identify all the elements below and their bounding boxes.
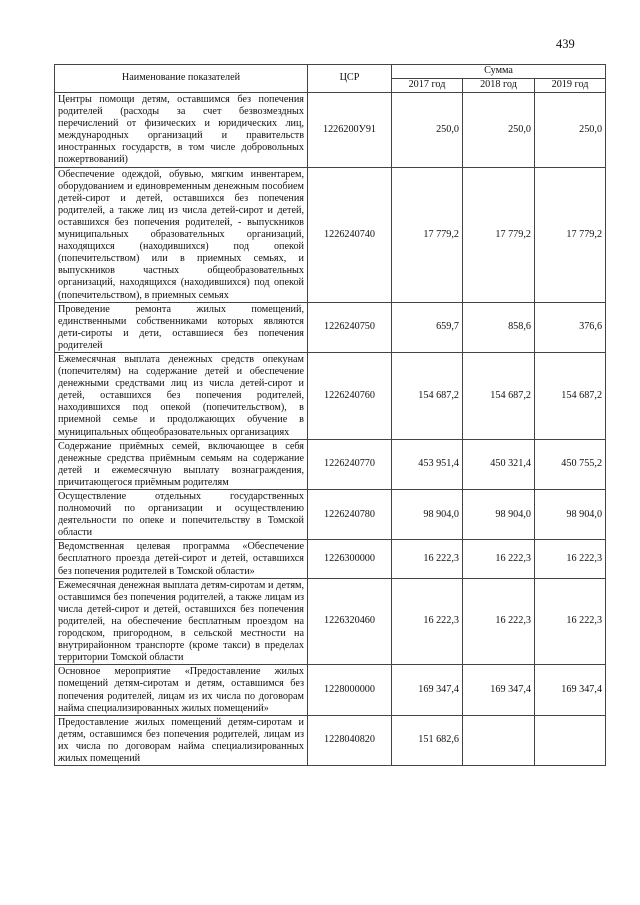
row-code: 1228000000 (308, 665, 392, 715)
row-2017: 169 347,4 (392, 665, 463, 715)
header-year-2017: 2017 год (392, 79, 463, 93)
row-code: 1226240740 (308, 167, 392, 302)
table-row (55, 665, 606, 715)
header-name: Наименование показателей (55, 65, 308, 93)
row-code: 1226240780 (308, 490, 392, 540)
row-2019 (535, 715, 606, 765)
row-2017: 151 682,6 (392, 715, 463, 765)
page-number: 439 (556, 37, 575, 51)
row-2018: 98 904,0 (463, 490, 535, 540)
row-name: Ежемесячная денежная выплата детям-сиротам и детям, оставшимся без попечения родителей, а также лицам из числа детей-сирот и детей, оставшихся без попечения родителей, на обеспечение бесплатным проездом на городском, пригородном, в сельской местности на внутрирайонном транспорте (кроме такси) в пределах территории Томской области (55, 578, 308, 665)
row-2019: 450 755,2 (535, 439, 606, 489)
row-name: Ведомственная целевая программа «Обеспечение бесплатного проезда детей-сирот и детей, оставшихся без попечения родителей в Томской области» (55, 540, 308, 578)
table-row (55, 93, 606, 168)
row-2017: 98 904,0 (392, 490, 463, 540)
row-2019: 250,0 (535, 93, 606, 168)
row-name: Центры помощи детям, оставшимся без попечения родителей (расходы за счет безвозмездных перечислений от физических и юридических лиц, международных организаций и правительств иностранных государств, в том числе добровольных пожертвований) (55, 93, 308, 168)
row-2019: 16 222,3 (535, 540, 606, 578)
row-2018: 450 321,4 (463, 439, 535, 489)
table-row (55, 352, 606, 439)
table-row (55, 540, 606, 578)
row-2019: 98 904,0 (535, 490, 606, 540)
header-sum: Сумма (392, 65, 606, 79)
row-2019: 16 222,3 (535, 578, 606, 665)
header-year-2018: 2018 год (463, 79, 535, 93)
row-name: Обеспечение одеждой, обувью, мягким инвентарем, оборудованием и единовременным денежным пособием детей-сирот и детей, оставшихся без попечения родителей, а также лиц из числа детей-сирот и детей, оставшихся без попечения родителей, - выпускников муниципальных образовательных организаций, находящихся (находившихся) под опекой (попечительством) или в приемных семьях, и выпускников частных общеобразовательных организаций, находящихся (находившихся) под опекой (попечительством), в приемных семьях (55, 167, 308, 302)
row-name: Предоставление жилых помещений детям-сиротам и детям, оставшимся без попечения родителей, лицам из их числа по договорам найма специализированных жилых помещений (55, 715, 308, 765)
row-2018: 858,6 (463, 302, 535, 352)
row-code: 1226320460 (308, 578, 392, 665)
row-code: 1226240770 (308, 439, 392, 489)
row-2017: 453 951,4 (392, 439, 463, 489)
row-name: Основное мероприятие «Предоставление жилых помещений детям-сиротам и детям, оставшимся без попечения родителей, лицам из их числа по договорам найма специализированных жилых помещений» (55, 665, 308, 715)
table-row (55, 578, 606, 665)
row-2018: 16 222,3 (463, 578, 535, 665)
row-name: Проведение ремонта жилых помещений, единственными собственниками которых являются дети-сироты и дети, оставшиеся без попечения родителей (55, 302, 308, 352)
row-2018: 16 222,3 (463, 540, 535, 578)
row-name: Осуществление отдельных государственных полномочий по организации и осуществлению деятельности по опеке и попечительству в Томской области (55, 490, 308, 540)
table-row (55, 167, 606, 302)
row-code: 1228040820 (308, 715, 392, 765)
row-2017: 16 222,3 (392, 578, 463, 665)
header-year-2019: 2019 год (535, 79, 606, 93)
row-2019: 169 347,4 (535, 665, 606, 715)
row-name: Ежемесячная выплата денежных средств опекунам (попечителям) на содержание детей и обеспечение денежными средствами лиц из числа детей-сирот и детей, оставшихся без попечения родителей, находившихся под опекой (попечительством), в приемной семье и продолжающих обучение в муниципальных общеобразовательных организациях (55, 352, 308, 439)
row-2017: 154 687,2 (392, 352, 463, 439)
row-2018: 169 347,4 (463, 665, 535, 715)
row-code: 1226200У91 (308, 93, 392, 168)
row-2018: 17 779,2 (463, 167, 535, 302)
row-2017: 17 779,2 (392, 167, 463, 302)
row-2017: 659,7 (392, 302, 463, 352)
row-code: 1226300000 (308, 540, 392, 578)
row-code: 1226240760 (308, 352, 392, 439)
row-2017: 16 222,3 (392, 540, 463, 578)
budget-table (54, 64, 606, 766)
table-row (55, 439, 606, 489)
table-row (55, 302, 606, 352)
row-2019: 154 687,2 (535, 352, 606, 439)
row-2019: 17 779,2 (535, 167, 606, 302)
row-name: Содержание приёмных семей, включающее в себя денежные средства приёмным семьям на содержание детей и ежемесячную выплату вознаграждения, причитающегося приёмным родителям (55, 439, 308, 489)
row-2018: 250,0 (463, 93, 535, 168)
row-2018: 154 687,2 (463, 352, 535, 439)
table-row (55, 490, 606, 540)
row-code: 1226240750 (308, 302, 392, 352)
row-2019: 376,6 (535, 302, 606, 352)
table-row (55, 715, 606, 765)
row-2017: 250,0 (392, 93, 463, 168)
row-2018 (463, 715, 535, 765)
header-code: ЦСР (308, 65, 392, 93)
